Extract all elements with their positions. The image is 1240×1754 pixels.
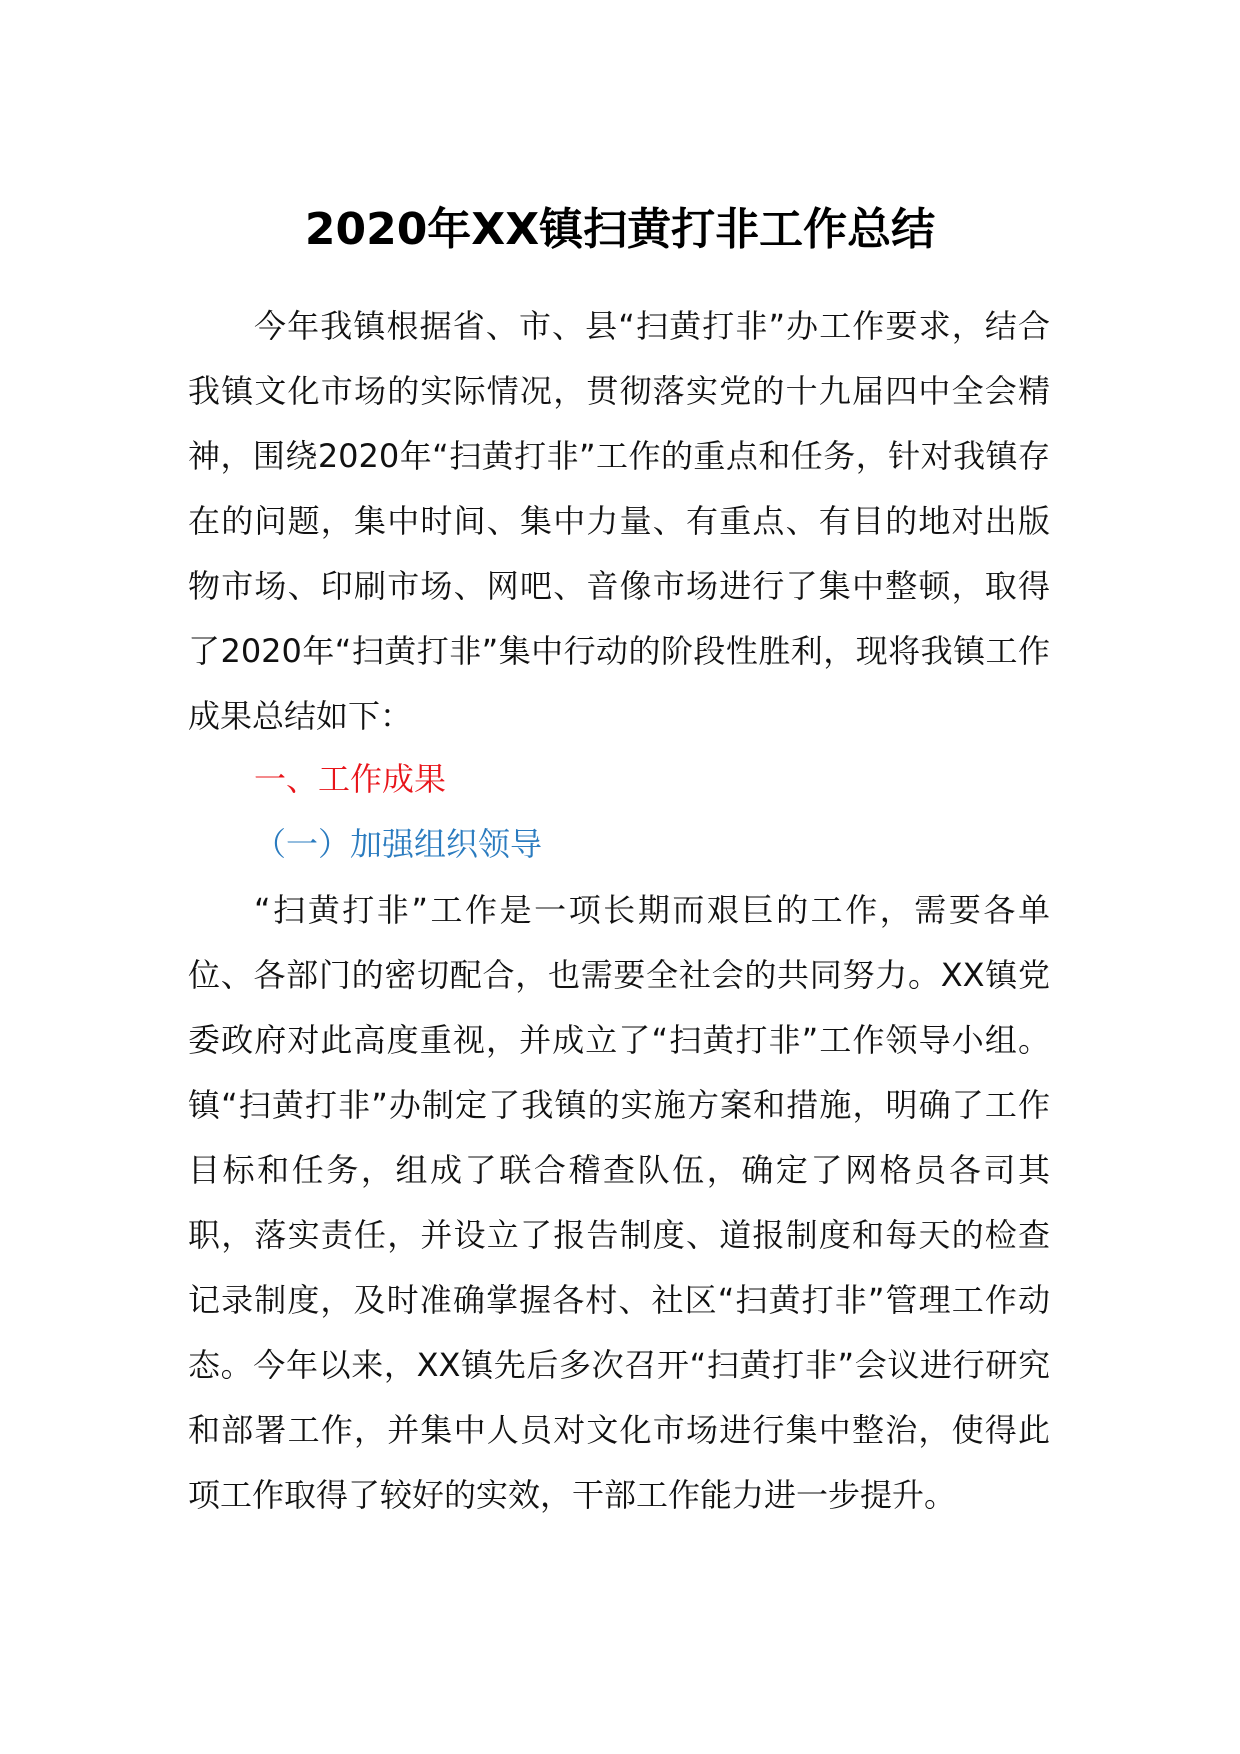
document-title: 2020年XX镇扫黄打非工作总结 xyxy=(304,204,936,255)
section-heading: 一、工作成果 xyxy=(254,760,447,798)
body-paragraph: “扫黄打非”工作是一项长期而艰巨的工作，需要各单位、各部门的密切配合，也需要全社会的共同努力。XX镇党委政府对此高度重视，并成立了“扫黄打非”工作领导小组。镇“扫黄打非”办制定了我镇的实施方案和措施，明确了工作目标和任务，组成了联合稽查队伍，确定了网格员各司其职，落实责任，并设立了报告制度、道报制度和每天的检查记录制度，及时准确掌握各村、社区“扫黄打非”管理工作动态。今年以来，XX镇先后多次召开“扫黄打非”会议进行研究和部署工作，并集中人员对文化市场进行集中整治，使得此项工作取得了较好的实效，干部工作能力进一步提升。 xyxy=(188,891,1050,1514)
intro-paragraph: 今年我镇根据省、市、县“扫黄打非”办工作要求，结合我镇文化市场的实际情况，贯彻落实党的十九届四中全会精神，围绕2020年“扫黄打非”工作的重点和任务，针对我镇存在的问题，集中时间、集中力量、有重点、有目的地对出版物市场、印刷市场、网吧、音像市场进行了集中整顿，取得了2020年“扫黄打非”集中行动的阶段性胜利，现将我镇工作成果总结如下： xyxy=(188,307,1050,735)
subsection-heading: （一）加强组织领导 xyxy=(254,825,543,863)
